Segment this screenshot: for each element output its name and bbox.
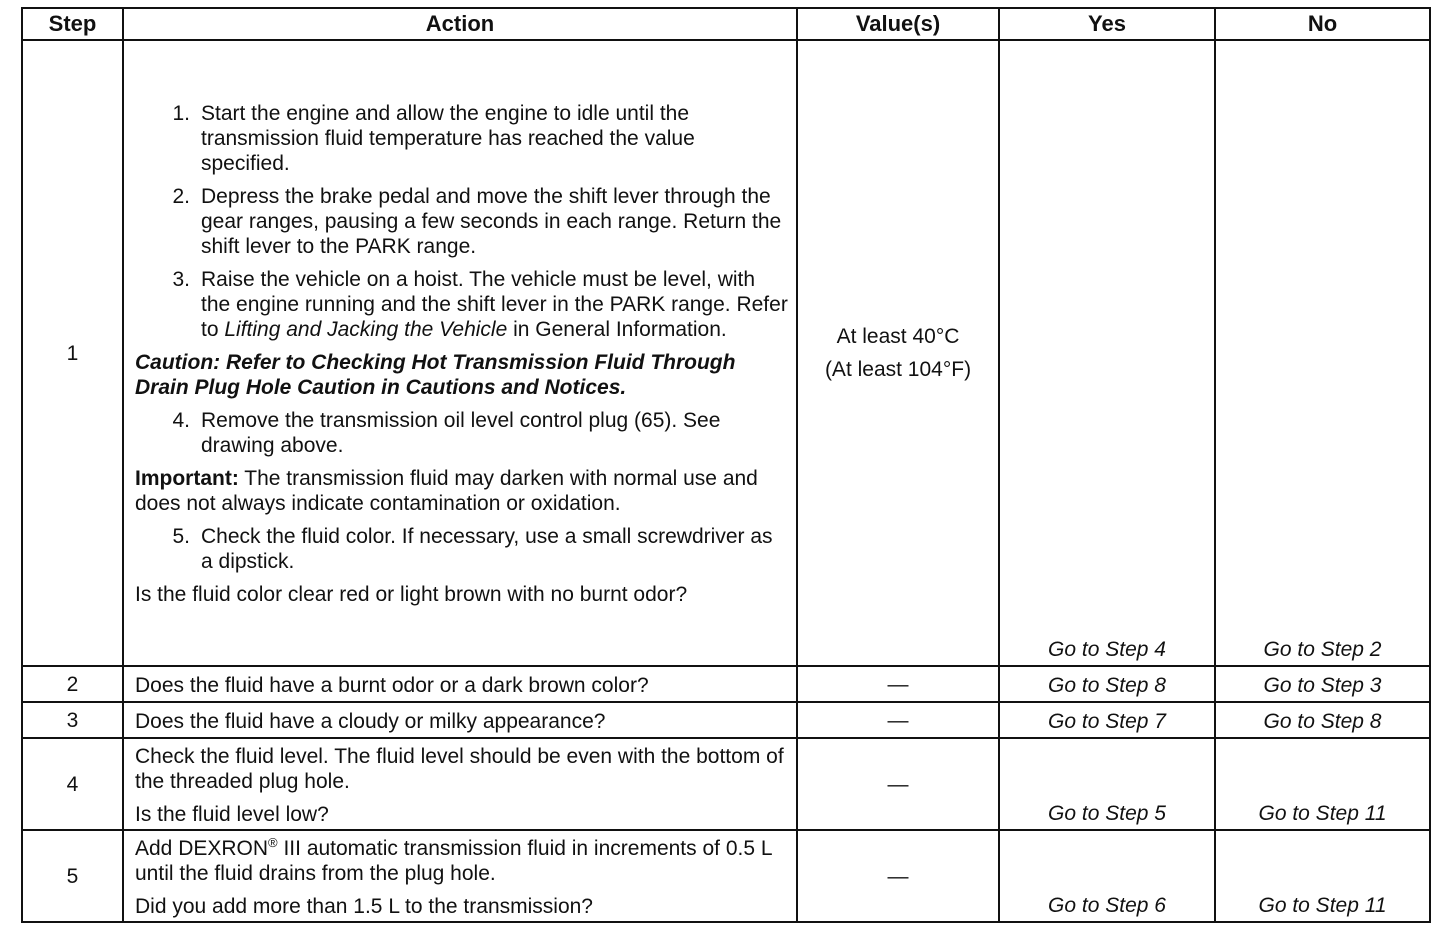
value-celsius: At least 40°C xyxy=(836,325,960,348)
yes-result: Go to Step 6 xyxy=(999,830,1215,922)
step-number: 3 xyxy=(22,702,123,738)
table-row-step-4 xyxy=(22,738,1430,830)
no-result: Go to Step 11 xyxy=(1215,830,1430,922)
step-instruction: Check the fluid level. The fluid level should be even with the bottom of the threaded plug hole. xyxy=(135,744,784,793)
action-cell xyxy=(123,666,797,702)
table-row-step-1 xyxy=(22,40,1430,666)
important-note: Important: The transmission fluid may darken with normal use and does not always indicate contamination or oxidation. xyxy=(135,467,758,515)
procedure-list xyxy=(135,101,788,342)
list-item: 4. Remove the transmission oil level control plug (65). See drawing above. xyxy=(135,408,788,458)
list-item-text: Depress the brake pedal and move the shift lever through the gear ranges, pausing a few seconds in each range. Return the shift lever to the PARK range. xyxy=(201,185,782,258)
value-cell: — xyxy=(797,738,999,830)
reference-link-text: Lifting and Jacking the Vehicle xyxy=(224,318,508,341)
action-cell xyxy=(123,702,797,738)
action-cell xyxy=(123,40,797,666)
header-action: Action xyxy=(123,8,797,40)
header-row xyxy=(22,8,1430,40)
step-question: Is the fluid level low? xyxy=(135,802,329,826)
no-result: Go to Step 2 xyxy=(1215,40,1430,666)
table-row-step-2 xyxy=(22,666,1430,702)
list-item-text: Raise the vehicle on a hoist. The vehicle must be level, with the engine running and the shift lever in the PARK range. Refer to Lifting and Jacking the Vehicle in General Information. xyxy=(201,268,788,341)
yes-result: Go to Step 4 xyxy=(999,40,1215,666)
action-cell xyxy=(123,830,797,922)
procedure-list-continued xyxy=(135,408,788,458)
no-result: Go to Step 8 xyxy=(1215,702,1430,738)
step-question: Does the fluid have a burnt odor or a dark brown color? xyxy=(135,673,649,697)
step-number: 1 xyxy=(22,40,123,666)
no-result: Go to Step 3 xyxy=(1215,666,1430,702)
registered-mark: ® xyxy=(268,834,278,850)
header-no: No xyxy=(1215,8,1430,40)
header-step: Step xyxy=(22,8,123,40)
step-question: Is the fluid color clear red or light brown with no burnt odor? xyxy=(135,583,688,606)
action-cell xyxy=(123,738,797,830)
no-result: Go to Step 11 xyxy=(1215,738,1430,830)
procedure-list-final xyxy=(135,524,788,574)
value-fahrenheit: (At least 104°F) xyxy=(824,358,972,381)
diagnostic-table xyxy=(21,7,1431,923)
list-item-text: Check the fluid color. If necessary, use a small screwdriver as a dipstick. xyxy=(201,525,773,573)
step-number: 5 xyxy=(22,830,123,922)
step-question: Did you add more than 1.5 L to the transmission? xyxy=(135,894,593,918)
list-item: 3. Raise the vehicle on a hoist. The vehicle must be level, with the engine running and the shift lever in the PARK range. Refer to Lifting and Jacking the Vehicle in General Information. xyxy=(172,268,788,341)
step-number: 2 xyxy=(22,666,123,702)
list-item: 1. Start the engine and allow the engine to idle until the transmission fluid temperature has reached the value specified. xyxy=(135,101,788,176)
value-cell: — xyxy=(797,830,999,922)
list-item: 2. Depress the brake pedal and move the shift lever through the gear ranges, pausing a few seconds in each range. Return the shift lever to the PARK range. xyxy=(135,184,788,259)
yes-result: Go to Step 7 xyxy=(999,702,1215,738)
step-number: 4 xyxy=(22,738,123,830)
yes-result: Go to Step 5 xyxy=(999,738,1215,830)
step-question: Does the fluid have a cloudy or milky appearance? xyxy=(135,709,606,733)
value-cell xyxy=(797,40,999,666)
header-yes: Yes xyxy=(999,8,1215,40)
table-row-step-5 xyxy=(22,830,1430,922)
list-item: 5. Check the fluid color. If necessary, use a small screwdriver as a dipstick. xyxy=(135,524,788,574)
header-values: Value(s) xyxy=(797,8,999,40)
table-row-step-3 xyxy=(22,702,1430,738)
yes-result: Go to Step 8 xyxy=(999,666,1215,702)
list-item-text: Remove the transmission oil level control plug (65). See drawing above. xyxy=(201,409,721,457)
list-item-text: Start the engine and allow the engine to idle until the transmission fluid temperature has reached the value specified. xyxy=(201,102,695,175)
caution-note: Caution: Refer to Checking Hot Transmission Fluid Through Drain Plug Hole Caution in Cautions and Notices. xyxy=(135,351,736,399)
value-cell: — xyxy=(797,702,999,738)
value-cell: — xyxy=(797,666,999,702)
step-instruction: Add DEXRON® III automatic transmission fluid in increments of 0.5 L until the fluid drains from the plug hole. xyxy=(135,834,772,885)
